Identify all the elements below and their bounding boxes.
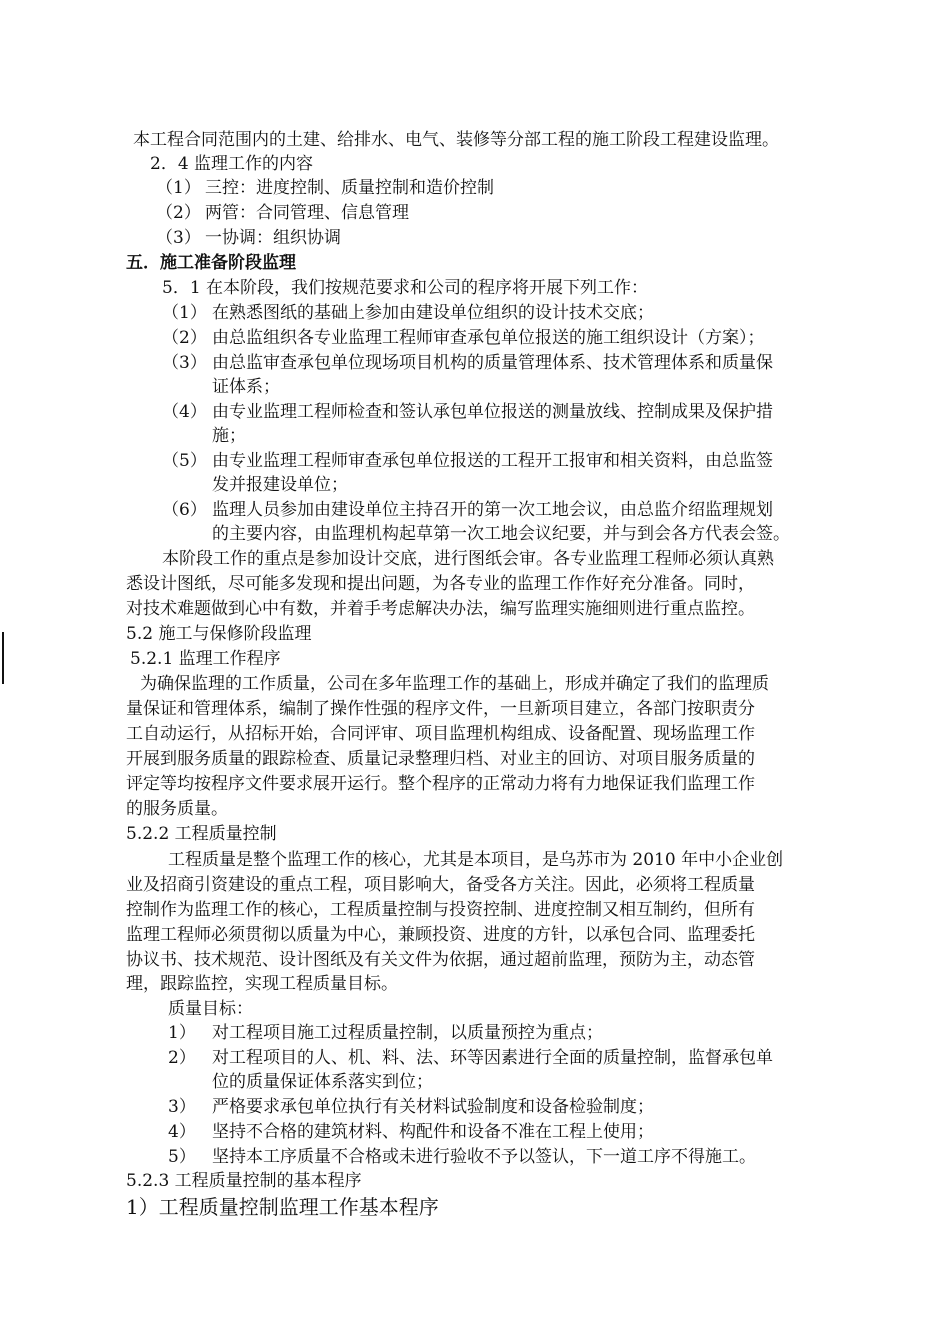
section-5-1-intro: 5．1 在本阶段，我们按规范要求和公司的程序将开展下列工作： [162, 278, 649, 298]
list-item-continuation: 的主要内容，由监理机构起草第一次工地会议纪要，并与到会各方代表会签。 [212, 524, 790, 544]
paragraph-line: 开展到服务质量的跟踪检查、质量记录整理归档、对业主的回访、对项目服务质量的 [126, 749, 755, 769]
list-item-label: （2） [156, 203, 201, 223]
list-item-continuation: 发并报建设单位； [212, 475, 348, 495]
section-5-2-heading: 5.2 施工与保修阶段监理 [126, 624, 312, 644]
list-item: 在熟悉图纸的基础上参加由建设单位组织的设计技术交底； [212, 303, 654, 323]
list-item: 一协调：组织协调 [205, 228, 341, 248]
list-item: 由专业监理工程师检查和签认承包单位报送的测量放线、控制成果及保护措 [212, 402, 773, 422]
list-item-label: （1） [162, 303, 207, 323]
paragraph-line: 监理工程师必须贯彻以质量为中心，兼顾投资、进度的方针，以承包合同、监理委托 [126, 925, 755, 945]
paragraph-line: 本阶段工作的重点是参加设计交底，进行图纸会审。各专业监理工程师必须认真熟 [162, 549, 774, 569]
paragraph-line: 评定等均按程序文件要求展开运行。整个程序的正常动力将有力地保证我们监理工作 [126, 774, 755, 794]
list-item: 由总监组织各专业监理工程师审查承包单位报送的施工组织设计（方案）； [212, 328, 765, 348]
goal-item: 对工程项目的人、机、料、法、环等因素进行全面的质量控制，监督承包单 [212, 1048, 773, 1068]
paragraph-line: 理，跟踪监控，实现工程质量目标。 [126, 974, 398, 994]
paragraph-line: 的服务质量。 [126, 799, 228, 819]
list-item: 监理人员参加由建设单位主持召开的第一次工地会议，由总监介绍监理规划 [212, 500, 773, 520]
paragraph-line: 控制作为监理工作的核心，工程质量控制与投资控制、进度控制又相互制约，但所有 [126, 900, 755, 920]
goal-item: 坚持不合格的建筑材料、构配件和设备不准在工程上使用； [212, 1122, 654, 1142]
goal-label: 4） [168, 1122, 196, 1142]
goal-label: 1） [168, 1023, 196, 1043]
goal-label: 5） [168, 1147, 196, 1167]
list-item-continuation: 施； [212, 426, 246, 446]
list-item-label: （4） [162, 402, 207, 422]
list-item-label: （5） [162, 451, 207, 471]
quality-goal-heading: 质量目标： [168, 999, 253, 1019]
list-item-label: （2） [162, 328, 207, 348]
list-item: 由专业监理工程师审查承包单位报送的工程开工报审和相关资料，由总监签 [212, 451, 773, 471]
paragraph-line: 工程质量是整个监理工作的核心，尤其是本项目，是乌苏市为 2010 年中小企业创 [168, 850, 784, 870]
section-5-2-2-heading: 5.2.2 工程质量控制 [126, 824, 277, 844]
goal-label: 2） [168, 1048, 196, 1068]
paragraph-line: 业及招商引资建设的重点工程，项目影响大，备受各方关注。因此，必须将工程质量 [126, 875, 755, 895]
paragraph-line: 工自动运行，从招标开始，合同评审、项目监理机构组成、设备配置、现场监理工作 [126, 724, 755, 744]
paragraph-line: 协议书、技术规范、设计图纸及有关文件为依据，通过超前监理，预防为主，动态管 [126, 950, 755, 970]
margin-marker [2, 632, 4, 684]
goal-item: 坚持本工序质量不合格或未进行验收不予以签认，下一道工序不得施工。 [212, 1147, 756, 1167]
paragraph-line: 为确保监理的工作质量，公司在多年监理工作的基础上，形成并确定了我们的监理质 [140, 674, 769, 694]
goal-label: 3） [168, 1097, 196, 1117]
paragraph-line: 对技术难题做到心中有数，并着手考虑解决办法，编写监理实施细则进行重点监控。 [126, 599, 755, 619]
paragraph-line: 悉设计图纸，尽可能多发现和提出问题，为各专业的监理工作作好充分准备。同时， [126, 574, 755, 594]
list-item-continuation: 证体系； [212, 377, 280, 397]
subsection-heading: 1）工程质量控制监理工作基本程序 [126, 1195, 439, 1219]
paragraph-line: 量保证和管理体系，编制了操作性强的程序文件，一旦新项目建立，各部门按职责分 [126, 699, 755, 719]
list-item-label: （3） [162, 353, 207, 373]
list-item: 两管：合同管理、信息管理 [205, 203, 409, 223]
goal-item-continuation: 位的质量保证体系落实到位； [212, 1072, 433, 1092]
section-5-heading: 五．施工准备阶段监理 [126, 253, 296, 273]
list-item-label: （3） [156, 228, 201, 248]
scope-text: 本工程合同范围内的土建、给排水、电气、装修等分部工程的施工阶段工程建设监理。 [133, 130, 779, 150]
list-item: 三控：进度控制、质量控制和造价控制 [205, 178, 494, 198]
list-item: 由总监审查承包单位现场项目机构的质量管理体系、技术管理体系和质量保 [212, 353, 773, 373]
goal-item: 严格要求承包单位执行有关材料试验制度和设备检验制度； [212, 1097, 654, 1117]
list-item-label: （6） [162, 500, 207, 520]
section-5-2-1-heading: 5.2.1 监理工作程序 [130, 649, 281, 669]
section-5-2-3-heading: 5.2.3 工程质量控制的基本程序 [126, 1171, 362, 1191]
goal-item: 对工程项目施工过程质量控制，以质量预控为重点； [212, 1023, 603, 1043]
section-2-4-heading: 2．4 监理工作的内容 [150, 154, 314, 174]
list-item-label: （1） [156, 178, 201, 198]
